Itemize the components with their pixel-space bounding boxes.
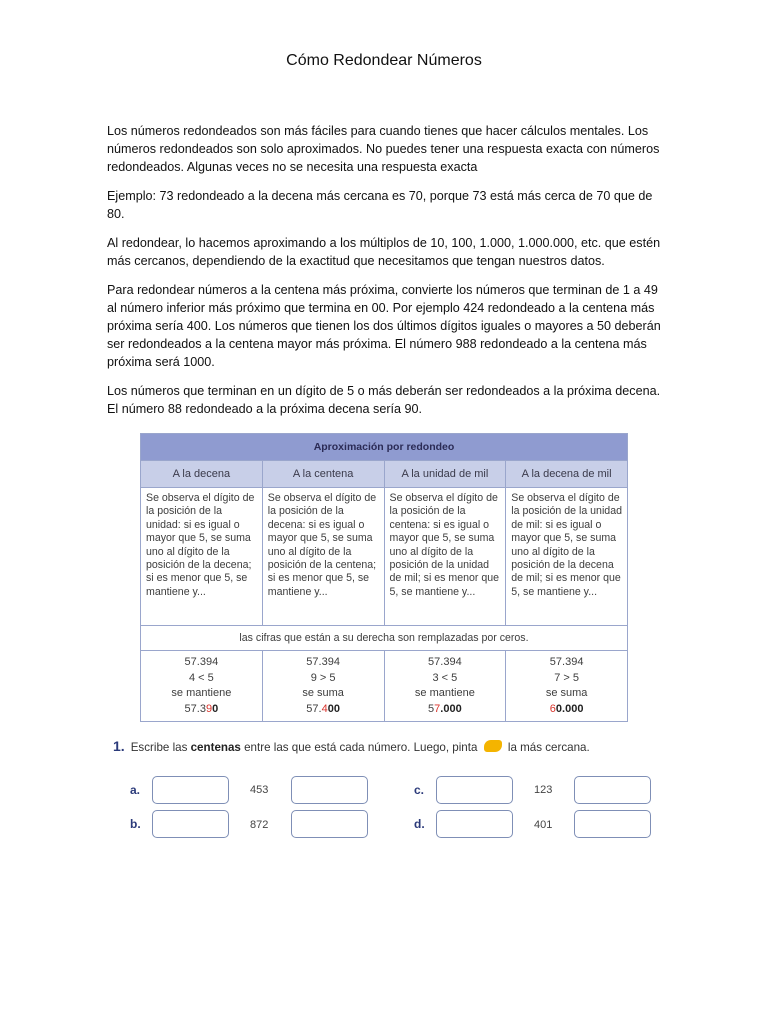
table-header: A la decena de mil: [506, 461, 628, 488]
example-compare: 3 < 5: [432, 671, 458, 684]
example-number: 57.394: [428, 656, 462, 668]
answer-box-upper[interactable]: [291, 776, 368, 804]
page-title: Cómo Redondear Números: [286, 52, 482, 69]
table-description: Se observa el dígito de la posición de la unidad de mil: si es igual o mayor que 5, se suma uno al dígito de la posición de la decena de mil; si es menor que 5, se mantiene y...: [506, 488, 628, 626]
example-action: se mantiene: [414, 687, 475, 699]
answer-box-upper[interactable]: [574, 810, 651, 838]
answer-box-upper[interactable]: [574, 776, 651, 804]
paragraph-multiples: Al redondear, lo hacemos aproximando a los múltiplos de 10, 100, 1.000, 1.000.000, etc. que estén más cercanos, dependiendo de la exactitud que necesitamos que tengan nuestros datos.: [107, 236, 661, 268]
example-compare: 4 < 5: [188, 671, 214, 684]
table-header: A la unidad de mil: [384, 461, 506, 488]
example-action: se mantiene: [171, 687, 232, 699]
exercise-text-middle: entre las que está cada número. Luego, pinta: [240, 741, 478, 754]
example-result: [263, 702, 384, 718]
table-caption: Aproximación por redondeo: [141, 434, 628, 461]
result-red-digit: 6: [549, 702, 556, 715]
answer-box-lower[interactable]: [152, 810, 229, 838]
result-prefix: 57.3: [184, 702, 206, 715]
exercise-letter: b.: [130, 817, 141, 831]
exercise-letter: c.: [414, 783, 425, 797]
table-note: las cifras que están a su derecha son remplazadas por ceros.: [141, 626, 628, 651]
table-example: [384, 651, 506, 722]
exercise-value: 872: [250, 819, 269, 831]
exercise-text-bold: centenas: [190, 741, 241, 754]
body-text: [107, 122, 662, 429]
example-result: [506, 702, 627, 718]
paragraph-decena: Los números que terminan en un dígito de 5 o más deberán ser redondeados a la próxima decena. El número 88 redondeado a la próxima decena sería 90.: [107, 384, 661, 416]
exercise-value: 401: [534, 819, 553, 831]
table-example: [141, 651, 263, 722]
table-description: Se observa el dígito de la posición de la unidad: si es igual o mayor que 5, se suma uno al dígito de la posición de la decena; si es menor que 5, se mantiene y...: [141, 488, 263, 626]
exercise-letter: a.: [130, 783, 141, 797]
example-result: [385, 702, 506, 718]
table-header: A la decena: [141, 461, 263, 488]
result-zeros: 0: [212, 702, 219, 715]
example-number: 57.394: [184, 656, 219, 668]
result-prefix: 57.: [306, 702, 322, 715]
rounding-table: [140, 433, 628, 722]
result-zeros: 0.000: [555, 702, 584, 715]
table-example: [262, 651, 384, 722]
paragraph-example: Ejemplo: 73 redondeado a la decena más cercana es 70, porque 73 está más cerca de 70 que de 80.: [107, 189, 653, 221]
table-description: Se observa el dígito de la posición de la centena: si es igual o mayor que 5, se suma uno al dígito de la posición de la unidad de mil; si es menor que 5, se mantiene y...: [384, 488, 506, 626]
exercise-text-end: la más cercana.: [504, 741, 590, 754]
yellow-paint-icon: [484, 740, 502, 752]
exercise-text-start: Escribe las: [130, 741, 191, 754]
table-example: [506, 651, 628, 722]
result-zeros: 00: [327, 702, 340, 715]
exercise-letter: d.: [414, 817, 425, 831]
answer-box-lower[interactable]: [436, 810, 513, 838]
exercise-instruction: [113, 738, 590, 754]
table-header: A la centena: [262, 461, 384, 488]
exercise-number: 1.: [113, 738, 125, 754]
result-zeros: .000: [440, 702, 462, 715]
example-number: 57.394: [549, 656, 584, 668]
result-red-digit: 7: [434, 702, 441, 715]
paragraph-intro: Los números redondeados son más fáciles para cuando tienes que hacer cálculos mentales. Los números redondeados son solo aproximados. No puedes tener una respuesta exacta con números redondeados. Algunas veces no se necesita una respuesta exacta: [107, 124, 660, 174]
answer-box-lower[interactable]: [152, 776, 229, 804]
example-result: [141, 702, 262, 718]
paragraph-centena: Para redondear números a la centena más próxima, convierte los números que terminan de 1 a 49 al número inferior más próximo que termina en 00. Por ejemplo 424 redondeado a la centena más próxima sería 400. Los números que tienen los dos últimos dígitos iguales o mayores a 50 deberán ser redondeados a la centena mayor más próxima. El número 988 redondeado a la centena más próxima será 1000.: [107, 283, 661, 369]
exercise-value: 123: [534, 784, 553, 796]
example-compare: 7 > 5: [554, 671, 580, 684]
result-red-digit: 9: [205, 702, 213, 715]
answer-box-lower[interactable]: [436, 776, 513, 804]
exercise-value: 453: [250, 784, 269, 796]
result-prefix: 5: [428, 702, 435, 715]
result-red-digit: 4: [321, 702, 328, 715]
example-compare: 9 > 5: [310, 671, 336, 684]
table-description: Se observa el dígito de la posición de la decena: si es igual o mayor que 5, se suma uno al dígito de la posición de la centena; si es menor que 5, se mantiene y...: [262, 488, 384, 626]
answer-box-upper[interactable]: [291, 810, 368, 838]
example-action: se suma: [545, 687, 588, 699]
example-action: se suma: [302, 687, 344, 699]
example-number: 57.394: [306, 656, 340, 668]
